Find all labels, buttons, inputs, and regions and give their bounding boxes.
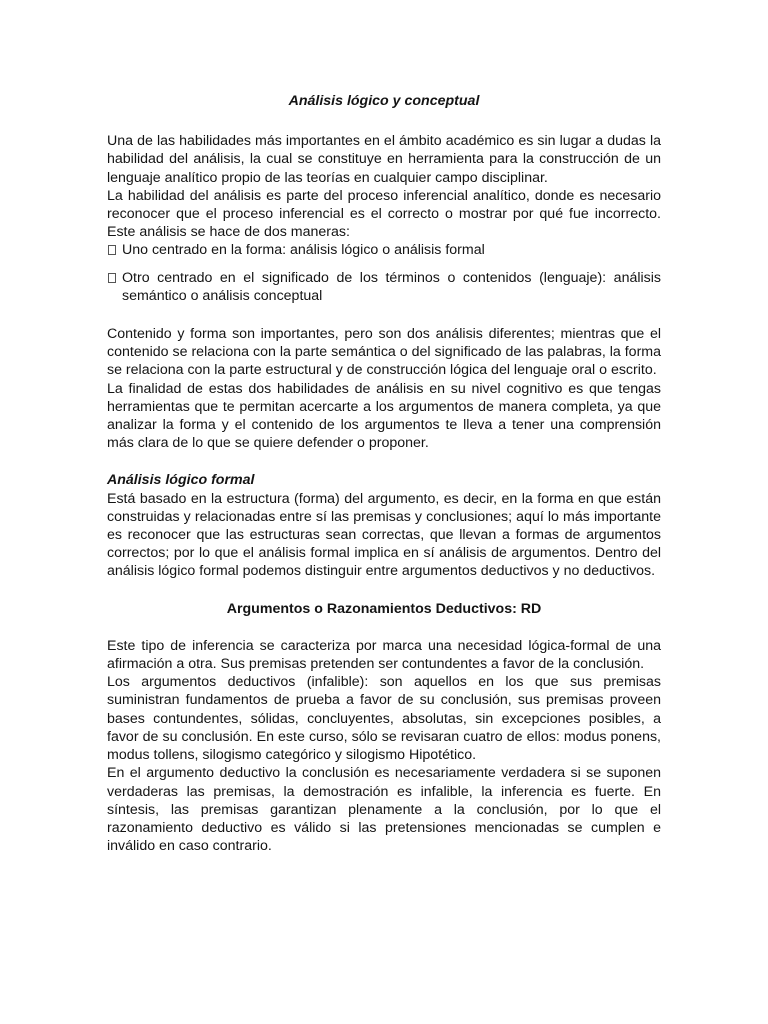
bullet-text: Otro centrado en el significado de los términos o contenidos (lenguaje): análisis semántico o análisis conceptual bbox=[122, 269, 661, 304]
deductive-paragraph-1: Este tipo de inferencia se caracteriza por marca una necesidad lógica-formal de una afirmación a otra. Sus premisas pretenden ser contundentes a favor de la conclusión. bbox=[107, 637, 661, 673]
deductive-paragraph-3: En el argumento deductivo la conclusión es necesariamente verdadera si se suponen verdaderas las premisas, la demostración es infalible, la inferencia es fuerte. En síntesis, las premisas garantizan plenamente a la conclusión, por lo que el razonamiento deductivo es válido si las pretensiones mencionadas se cumplen e inválido en caso contrario. bbox=[107, 765, 661, 855]
intro-paragraph-2: La habilidad del análisis es parte del proceso inferencial analítico, donde es necesario reconocer que el proceso inferencial es el correcto o mostrar por qué fue incorrecto. Este análisis se hace de dos maneras: bbox=[107, 187, 661, 241]
bullet-item-form bbox=[107, 241, 661, 259]
bullet-item-meaning bbox=[107, 269, 661, 305]
formal-analysis-heading: Análisis lógico formal bbox=[107, 472, 255, 489]
content-form-paragraph-1: Contenido y forma son importantes, pero son dos análisis diferentes; mientras que el contenido se relaciona con la parte semántica o del significado de las palabras, la forma se relaciona con la parte estructural y de construcción lógica del lenguaje oral o escrito. bbox=[107, 326, 661, 379]
document-title: Análisis lógico y conceptual bbox=[288, 93, 480, 109]
deductive-section-heading: Argumentos o Razonamientos Deductivos: RD bbox=[226, 600, 542, 617]
bullet-box-icon bbox=[108, 245, 116, 255]
deductive-paragraph-2: Los argumentos deductivos (infalible): son aquellos en los que sus premisas suministran fundamentos de prueba a favor de su conclusión, sus premisas proveen bases contundentes, sólidas, concluyentes, absolutas, sin excepciones posibles, a favor de su conclusión. En este curso, sólo se revisaran cuatro de ellos: modus ponens, modus tollens, silogismo categórico y silogismo Hipotético. bbox=[107, 674, 661, 764]
document-body bbox=[107, 92, 661, 855]
bullet-text: Uno centrado en la forma: análisis lógico o análisis formal bbox=[122, 242, 485, 259]
intro-paragraph-1: Una de las habilidades más importantes en el ámbito académico es sin lugar a dudas la habilidad del análisis, la cual se constituye en herramienta para la construcción de un lenguaje analítico propio de las teorías en cualquier campo disciplinar. bbox=[107, 133, 661, 186]
bullet-box-icon bbox=[108, 273, 116, 283]
formal-analysis-paragraph: Está basado en la estructura (forma) del argumento, es decir, en la forma en que están construidas y relacionadas entre sí las premisas y conclusiones; aquí lo más importante es reconocer que las estructuras sean correctas, que llevan a formas de argumentos correctos; por lo que el análisis formal implica en sí análisis de argumentos. Dentro del análisis lógico formal podemos distinguir entre argumentos deductivos y no deductivos. bbox=[107, 490, 661, 580]
content-form-paragraph-2: La finalidad de estas dos habilidades de análisis en su nivel cognitivo es que tengas herramientas que te permitan acercarte a los argumentos de manera completa, ya que analizar la forma y el contenido de los argumentos te lleva a tener una comprensión más clara de lo que se quiere defender o proponer. bbox=[107, 380, 661, 452]
